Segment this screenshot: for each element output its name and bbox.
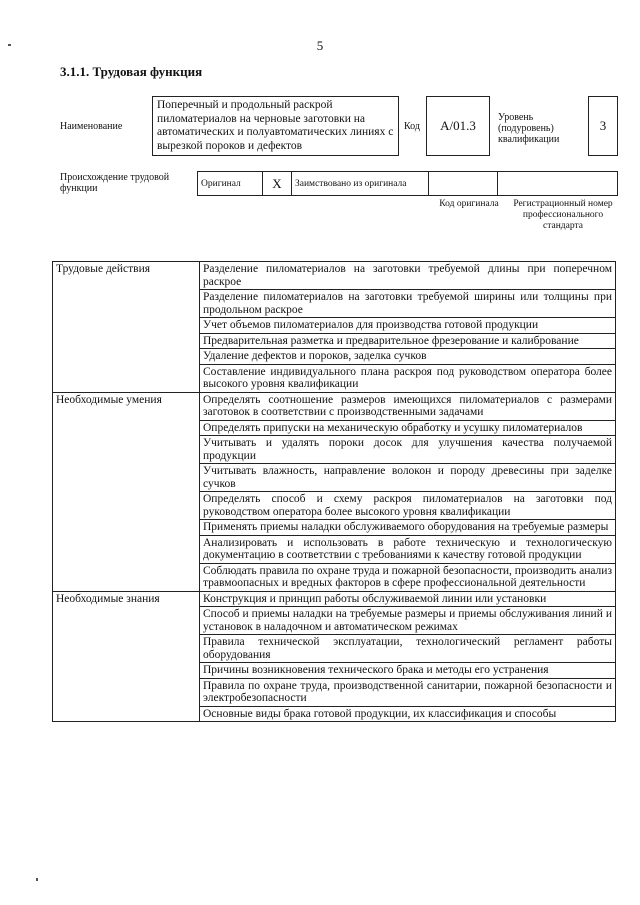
section-item: Разделение пиломатериалов на заготовки требуемой длины при поперечном раскрое bbox=[200, 262, 616, 290]
original-mark-cell bbox=[263, 172, 292, 196]
section-item: Применять приемы наладки обслуживаемого оборудования на требуемые размеры bbox=[200, 520, 616, 536]
section-item: Причины возникновения технического брака и методы его устранения bbox=[200, 663, 616, 679]
original-code-cell bbox=[429, 172, 498, 196]
level-value: 3 bbox=[599, 118, 607, 133]
origin-label: Происхождение трудовой функции bbox=[60, 172, 170, 194]
level-label: Уровень (подуровень) квалификации bbox=[498, 112, 560, 145]
reg-number-cell bbox=[498, 172, 618, 196]
function-details-table bbox=[52, 261, 616, 722]
section-item: Составление индивидуального плана раскроя под руководством оператора более высокого уровня квалификации bbox=[200, 364, 616, 392]
section-category: Трудовые действия bbox=[53, 262, 200, 393]
section-item: Правила технической эксплуатации, технологический регламент работы оборудования bbox=[200, 635, 616, 663]
section-title: 3.1.1. Трудовая функция bbox=[60, 64, 203, 79]
function-name-box: Поперечный и продольный раскрой пиломатериалов на черновые заготовки на автоматических и полуавтоматических линиях с вырезкой пороков и дефектов bbox=[152, 96, 399, 156]
original-label: Оригинал bbox=[201, 178, 241, 189]
section-category: Необходимые знания bbox=[53, 591, 200, 722]
level-value-box bbox=[588, 96, 618, 156]
table-row bbox=[53, 262, 616, 290]
section-item: Способ и приемы наладки на требуемые размеры и приемы обслуживания линий и установок в наладочном и автоматическом режимах bbox=[200, 607, 616, 635]
section-item: Учет объемов пиломатериалов для производства готовой продукции bbox=[200, 318, 616, 334]
code-value: A/01.3 bbox=[440, 118, 476, 133]
table-row bbox=[53, 392, 616, 420]
section-item: Предварительная разметка и предварительное фрезерование и калибрование bbox=[200, 333, 616, 349]
section-item: Основные виды брака готовой продукции, их классификация и способы bbox=[200, 706, 616, 722]
section-item: Определять способ и схему раскроя пиломатериалов на заготовки под руководством оператора более высокого уровня квалификации bbox=[200, 492, 616, 520]
name-label: Наименование bbox=[60, 121, 123, 132]
borrowed-label: Заимствовано из оригинала bbox=[295, 178, 407, 189]
page-number: 5 bbox=[316, 38, 324, 53]
table-row bbox=[53, 591, 616, 607]
section-item: Учитывать и удалять пороки досок для улучшения качества получаемой продукции bbox=[200, 436, 616, 464]
section-category: Необходимые умения bbox=[53, 392, 200, 591]
borrowed-cell bbox=[292, 172, 429, 196]
section-item: Соблюдать правила по охране труда и пожарной безопасности, производить анализ травмоопасных и вредных факторов в сфере профессиональной деятельности bbox=[200, 563, 616, 591]
section-item: Анализировать и использовать в работе техническую и технологическую документацию в соответствии с требованиями к качеству готовой продукции bbox=[200, 535, 616, 563]
section-item: Учитывать влажность, направление волокон и породу древесины при заделке сучков bbox=[200, 464, 616, 492]
code-caption: Код оригинала bbox=[439, 199, 499, 209]
original-mark: X bbox=[272, 175, 282, 191]
section-item: Удаление дефектов и пороков, заделка сучков bbox=[200, 349, 616, 365]
section-item: Разделение пиломатериалов на заготовки требуемой ширины или толщины при продольном раскрое bbox=[200, 290, 616, 318]
section-item: Определять соотношение размеров имеющихся пиломатериалов с размерами заготовок в соответствии с производственными задачами bbox=[200, 392, 616, 420]
code-label: Код bbox=[404, 121, 420, 132]
section-item: Конструкция и принцип работы обслуживаемой линии или установки bbox=[200, 591, 616, 607]
reg-caption: Регистрационный номер профессионального стандарта bbox=[513, 199, 613, 231]
code-value-box bbox=[426, 96, 490, 156]
scan-mark bbox=[36, 878, 38, 881]
origin-table bbox=[197, 171, 618, 196]
section-item: Правила по охране труда, производственной санитарии, пожарной безопасности и электробезопасности bbox=[200, 678, 616, 706]
section-item: Определять припуски на механическую обработку и усушку пиломатериалов bbox=[200, 420, 616, 436]
original-cell bbox=[198, 172, 263, 196]
